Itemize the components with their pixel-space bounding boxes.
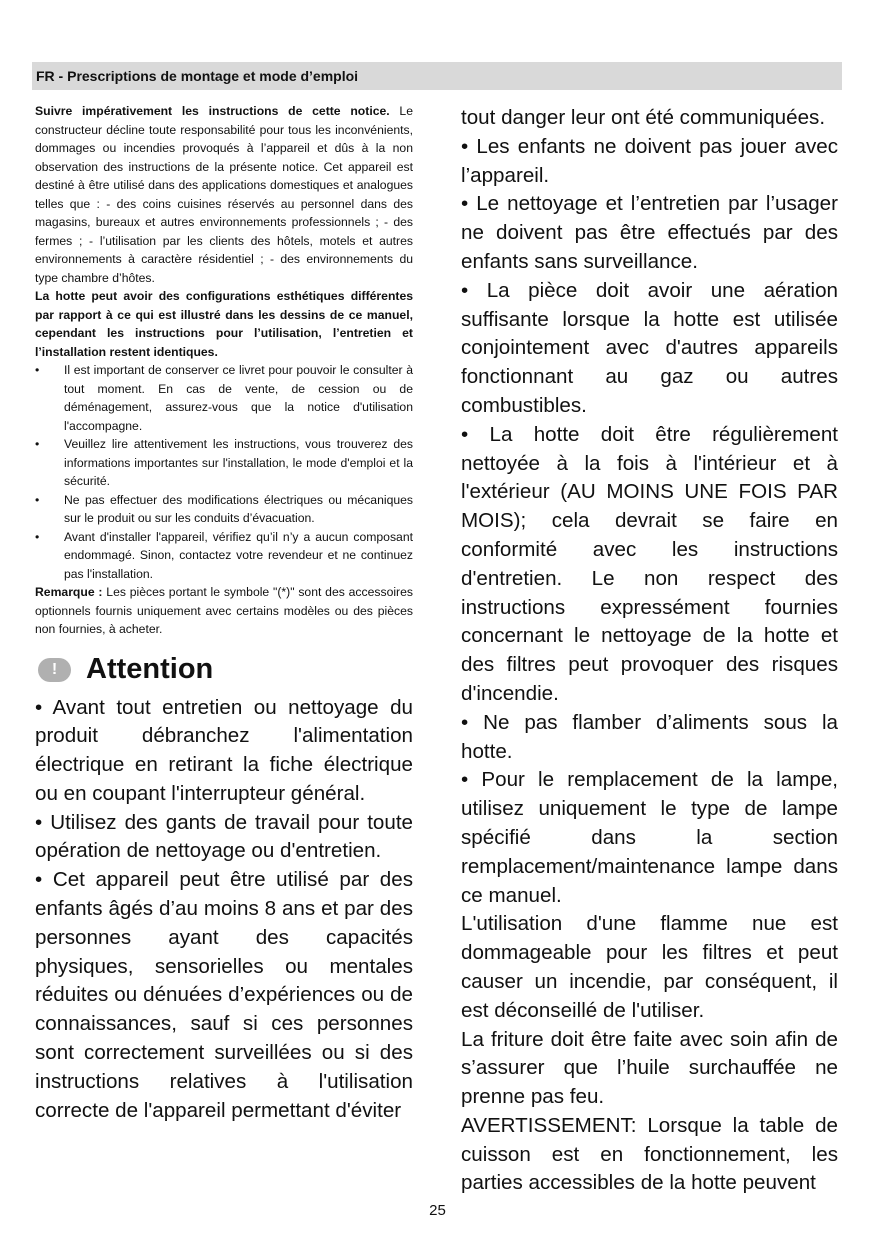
remark-text: Les pièces portant le symbole "(*)" sont des accessoires optionnels fournis uniquement avec certains modèles ou des pièces non fournies, à acheter. [35,585,413,636]
intro-lead-text: Le constructeur décline toute responsabilité pour tous les inconvénients, dommages ou incendies provoqués à l’appareil et dûs à la non observation des instructions de la présente notice. Cet appareil est destiné à être utilisé dans des applications domestiques et analogues telles que : - des coins cuisines réservés au personnel dans des magasins, bureaux et autres environnements professionnels ; - des fermes ; - l’utilisation par les clients des hôtels, motels et autres environnements à caractère résidentiel ; - des environnements du type chambre d’hôtes. [35,104,413,285]
section-title: FR - Prescriptions de montage et mode d’emploi [36,68,359,84]
paragraph: La friture doit être faite avec soin afin de s’assurer que l’huile surchauffée ne prenne pas feu. [461,1027,838,1109]
list-item: • Il est important de conserver ce livret pour pouvoir le consulter à tout moment. En cas de vente, de cession ou de déménagement, assurez-vous que la notice d'utilisation l'accompagne. [35,361,413,435]
paragraph: • Le nettoyage et l’entretien par l’usager ne doivent pas être effectués par des enfants sans surveillance. [461,192,838,273]
list-item: • Veuillez lire attentivement les instructions, vous trouverez des informations importantes sur l'installation, le mode d'emploi et la sécurité. [35,435,413,491]
list-item: • Ne pas effectuer des modifications électriques ou mécaniques sur le produit ou sur les conduits d’évacuation. [35,491,413,528]
paragraph: tout danger leur ont été communiquées. [461,106,826,129]
warning-symbol: ! [51,660,58,678]
paragraph: • Avant tout entretien ou nettoyage du produit débranchez l'alimentation électrique en retirant la fiche électrique ou en coupant l'interrupteur général. [35,695,413,805]
right-column [461,104,838,1198]
attention-title: Attention [86,653,214,685]
paragraph: • Pour le remplacement de la lampe, utilisez uniquement le type de lampe spécifié dans la section remplacement/maintenance lampe dans ce manuel. [461,768,838,907]
attention-heading [38,650,413,690]
remark-paragraph [35,583,413,639]
paragraph: • Ne pas flamber d’aliments sous la hotte. [461,710,838,763]
paragraph: • La hotte doit être régulièrement nettoyée à la fois à l'intérieur et à l'extérieur (AU MOINS UNE FOIS PAR MOIS); cela devrait se faire en conformité avec les instructions d'entretien. Le non respect des instructions expressément fournies concernant le nettoyage de la hotte et des filtres peut provoquer des risques d'incendie. [461,422,838,705]
intro-lead-bold: Suivre impérativement les instructions de cette notice. [35,104,390,118]
warning-icon [38,658,71,682]
remark-label: Remarque : [35,585,103,599]
list-item: • Avant d'installer l'appareil, vérifiez qu’il n’y a aucun composant endommagé. Sinon, contactez votre revendeur et ne continuez pas l'installation. [35,528,413,584]
attention-left-text [35,694,413,1126]
paragraph: • La pièce doit avoir une aération suffisante lorsque la hotte est utilisée conjointement avec d'autres appareils fonctionnant au gaz ou autres combustibles. [461,278,838,417]
config-note: La hotte peut avoir des configurations esthétiques différentes par rapport à ce qui est illustré dans les dessins de ce manuel, cependant les instructions pour l’utilisation, l’entretien et l’installation restent identiques. [35,289,413,359]
instruction-list [35,361,413,583]
intro-block [35,102,413,639]
left-column [35,102,413,1125]
section-header [32,62,842,90]
page-number: 25 [429,1202,446,1219]
paragraph: • Les enfants ne doivent pas jouer avec l’appareil. [461,134,838,187]
paragraph: • Utilisez des gants de travail pour toute opération de nettoyage ou d'entretien. [35,810,413,863]
intro-paragraph [35,102,413,287]
paragraph: • Cet appareil peut être utilisé par des enfants âgés d’au moins 8 ans et par des personnes ayant des capacités physiques, sensorielles ou mentales réduites ou dénuées d’expériences ou de connaissances, sauf si ces personnes sont correctement surveillées ou si des instructions relatives à l'utilisation correcte de l'appareil permettant d'éviter [35,868,413,1122]
paragraph: AVERTISSEMENT: Lorsque la table de cuisson est en fonctionnement, les parties accessibles de la hotte peuvent [461,1113,838,1195]
paragraph: L'utilisation d'une flamme nue est dommageable pour les filtres et peut causer un incendie, par conséquent, il est déconseillé de l'utiliser. [461,912,838,1022]
